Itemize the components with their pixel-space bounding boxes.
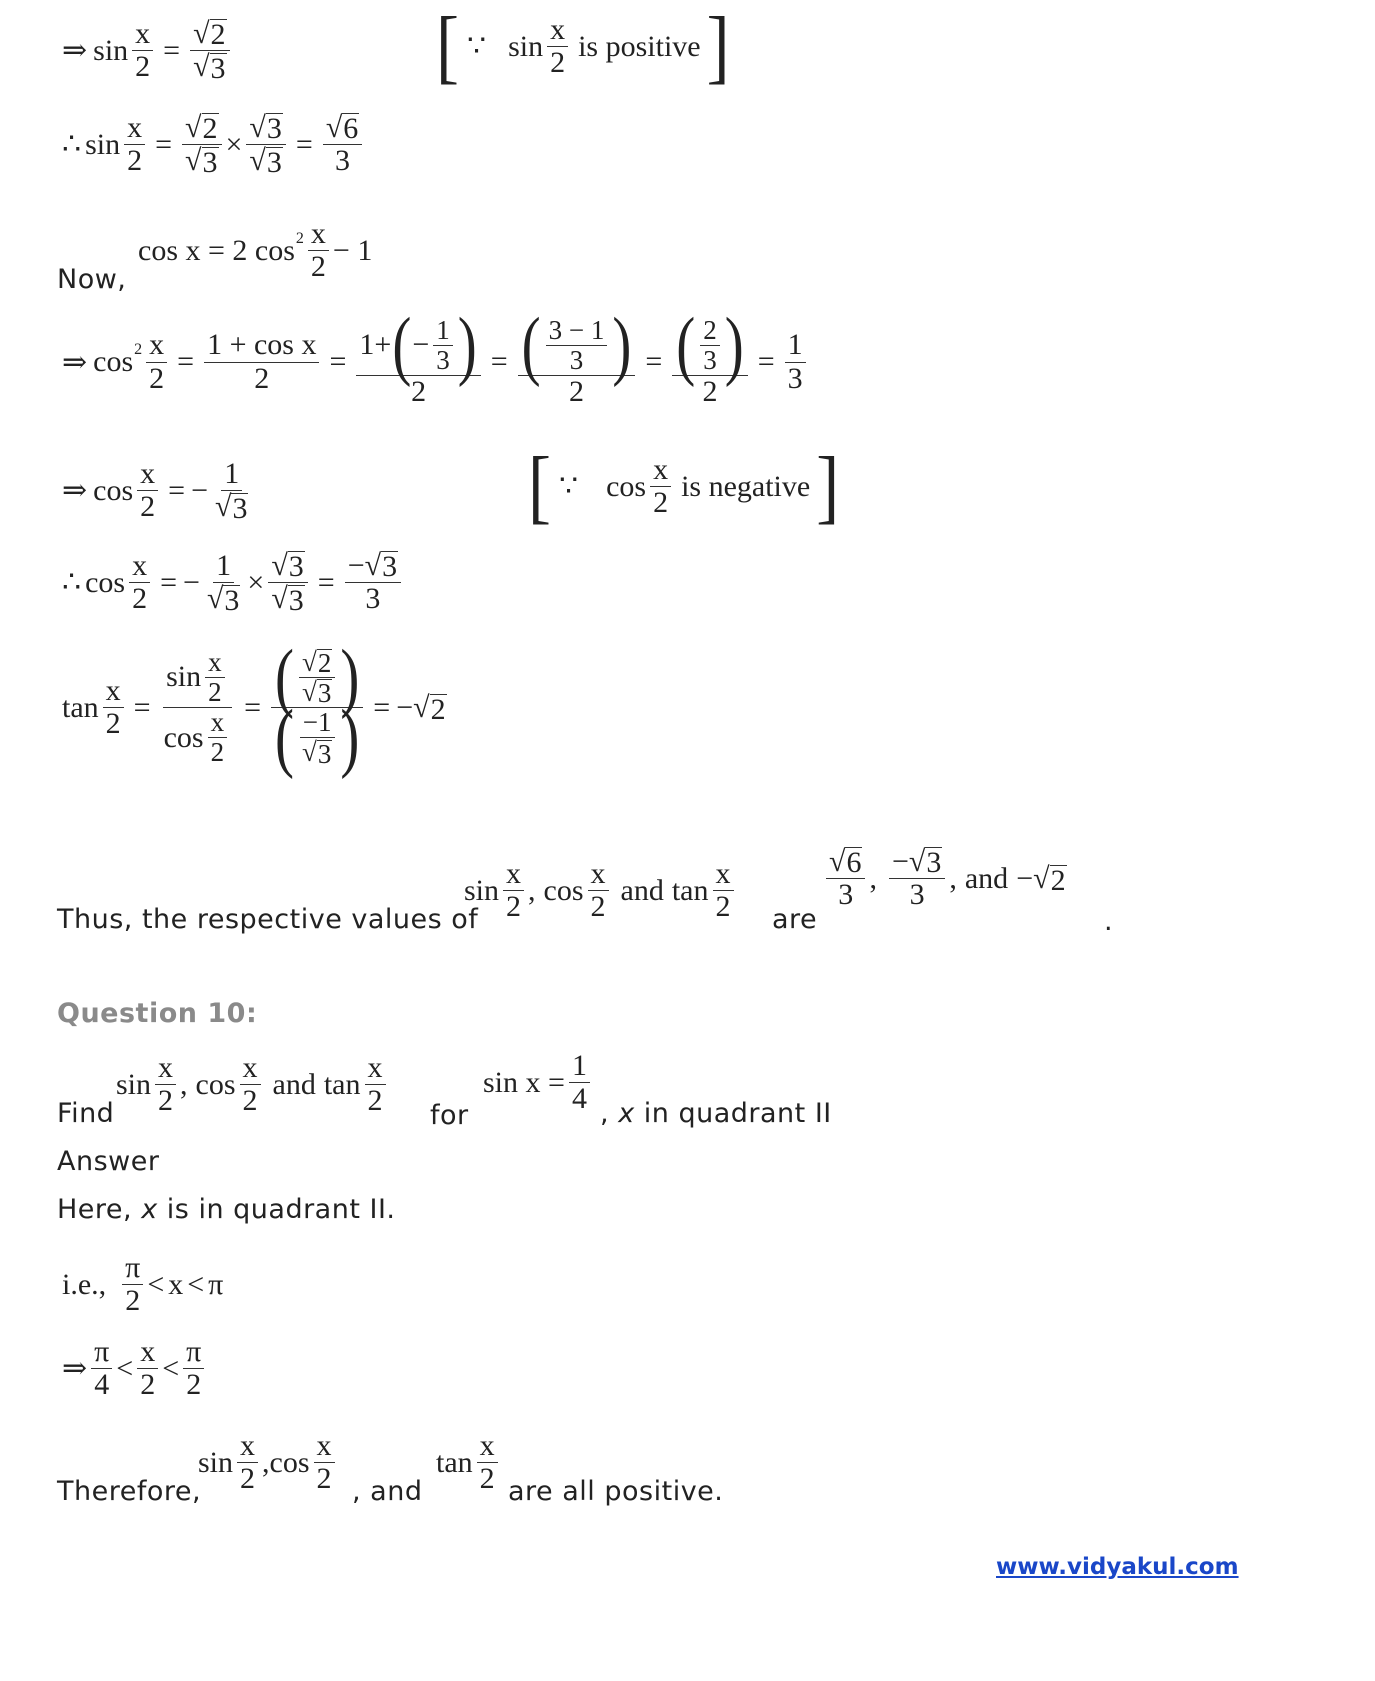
- now-label: Now,: [57, 264, 127, 295]
- are-label: are: [772, 904, 818, 935]
- fraction: ( $\frac{3 - 1}{3}$ ) 2: [518, 316, 636, 409]
- period: .: [1104, 906, 1114, 937]
- question-heading: Question 10:: [57, 998, 258, 1029]
- fraction: √ 3 √ 3: [268, 550, 307, 616]
- for-label: for: [430, 1100, 469, 1131]
- fraction: $\frac{x}{2}$: [132, 18, 153, 84]
- fraction: $\frac{x}{2}$: [146, 329, 167, 395]
- fraction: $\frac{x}{2}$: [547, 14, 568, 80]
- fraction: $\frac{x}{2}$: [650, 454, 671, 520]
- note-sin-positive: [ ∵ sin $\frac{x}{2}$ is positive ]: [436, 0, 730, 92]
- fraction: $\frac{\text{1 + cos x}}{2}$: [204, 329, 319, 395]
- eq-cos-squared: ⇒ cos 2 $\frac{x}{2}$ = $\frac{\text{1 + cos x}}{2}$ = 1 + ( − $\frac{1}{3}$ ) 2 = ( $\frac{3 - 1}{3}$ ) 2 = ( $\frac{2}{3}$ ) 2 = $\frac{1}{3}$: [62, 316, 810, 409]
- fraction: sin $\frac{x}{2}$ cos $\frac{x}{2}$: [161, 648, 235, 768]
- note-cos-negative: [ ∵ cos $\frac{x}{2}$ is negative ]: [528, 440, 840, 532]
- eq-cos-half-result: ∴ cos $\frac{x}{2}$ = − 1 √ 3 × √ 3 √ 3 = − √ 3 3: [62, 550, 405, 616]
- fraction: 1 √ 3: [214, 457, 248, 525]
- answer-label: Answer: [57, 1146, 160, 1177]
- here-statement: Here, x is in quadrant II.: [57, 1194, 396, 1225]
- quadrant-statement: , x in quadrant II: [600, 1098, 832, 1129]
- eq-sin-half-result: ∴ sin $\frac{x}{2}$ = √ 2 √ 3 × √ 3 √ 3 = √ 6 3: [62, 112, 366, 178]
- therefore-functions: sin $\frac{x}{2}$ , cos $\frac{x}{2}$: [198, 1430, 339, 1496]
- eq-cos-half-initial: ⇒ cos $\frac{x}{2}$ = − 1 √ 3: [62, 458, 255, 524]
- fraction: − √ 3 3: [345, 550, 401, 616]
- eq-ie-range: i.e., $\frac{\pi}{2}$ < x < π: [62, 1251, 224, 1318]
- fraction: $\frac{x}{2}$: [103, 675, 124, 741]
- fraction: $\frac{x}{2}$: [124, 112, 145, 178]
- and-label: , and: [352, 1476, 423, 1507]
- fraction: $\frac{x}{2}$: [129, 550, 150, 616]
- thus-sentence: Thus, the respective values of: [57, 904, 479, 935]
- fraction: ( √ 2 √ 3 ) ( −1 √ 3 ): [271, 648, 363, 768]
- fraction: $\frac{x}{2}$: [308, 218, 329, 284]
- therefore-tan: tan $\frac{x}{2}$: [436, 1430, 502, 1496]
- therefore-label: Therefore,: [57, 1476, 202, 1507]
- eq-half-range: ⇒ $\frac{\pi}{4}$ < $\frac{x}{2}$ < $\frac{\pi}{2}$: [62, 1336, 208, 1402]
- fraction: 1 + ( − $\frac{1}{3}$ ) 2: [356, 316, 480, 409]
- implies-symbol: ⇒: [62, 34, 88, 68]
- fraction: ( $\frac{2}{3}$ ) 2: [672, 316, 747, 409]
- thus-functions: sin $\frac{x}{2}$ , cos $\frac{x}{2}$ and tan $\frac{x}{2}$: [464, 858, 738, 924]
- all-positive-label: are all positive.: [508, 1476, 724, 1507]
- fraction: √ 6 3: [323, 112, 362, 178]
- fraction: √ 3 √ 3: [246, 112, 285, 178]
- fraction: 1 √ 3: [206, 549, 240, 617]
- fraction: $\frac{x}{2}$: [137, 458, 158, 524]
- fraction: √ 2 √ 3: [182, 112, 221, 178]
- fraction: √ 2 √ 3: [190, 18, 229, 84]
- question-functions: sin $\frac{x}{2}$ , cos $\frac{x}{2}$ and tan $\frac{x}{2}$: [116, 1052, 390, 1118]
- find-label: Find: [57, 1098, 115, 1129]
- eq-cos-double-angle: cos x = 2 cos 2 $\frac{x}{2}$ − 1: [138, 217, 373, 284]
- footer-website-link[interactable]: www.vidyakul.com: [996, 1554, 1239, 1580]
- thus-values: √ 6 3 , − √ 3 3 , and − √ 2: [822, 846, 1067, 912]
- fraction: $\frac{1}{3}$: [785, 329, 806, 395]
- eq-sin-half-initial: ⇒ sin $\frac{x}{2}$ = √ 2 √ 3: [62, 18, 234, 84]
- eq-tan-half: tan $\frac{x}{2}$ = sin $\frac{x}{2}$ cos $\frac{x}{2}$ = ( √ 2 √ 3 ) ( −1 √ 3 ) = − √ 2: [62, 635, 446, 781]
- question-given: sin x = $\frac{1}{4}$: [483, 1050, 594, 1116]
